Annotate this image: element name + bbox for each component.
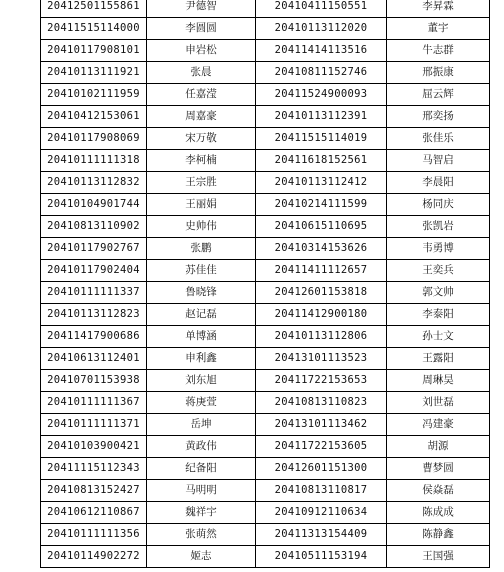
id-cell-left: 20410117908069 (41, 128, 147, 150)
name-cell-right: 韦勇博 (387, 238, 490, 260)
id-cell-right: 20410113112412 (256, 172, 387, 194)
name-cell-right: 胡源 (387, 436, 490, 458)
table-row (41, 458, 490, 480)
id-cell-left: 20410113112832 (41, 172, 147, 194)
table-row (41, 216, 490, 238)
id-cell-left: 20410111111367 (41, 392, 147, 414)
id-cell-left: 20410613112401 (41, 348, 147, 370)
name-cell-left: 尹德智 (147, 0, 256, 18)
name-cell-right: 刘世磊 (387, 392, 490, 414)
name-cell-left: 单博涵 (147, 326, 256, 348)
name-cell-left: 赵记磊 (147, 304, 256, 326)
name-cell-right: 邢振康 (387, 62, 490, 84)
id-cell-right: 20410214111599 (256, 194, 387, 216)
id-cell-right: 20410811152746 (256, 62, 387, 84)
table-row (41, 348, 490, 370)
name-cell-right: 屈云辉 (387, 84, 490, 106)
table-body (41, 0, 490, 568)
id-cell-left: 20411515114000 (41, 18, 147, 40)
id-cell-right: 20410314153626 (256, 238, 387, 260)
id-cell-left: 20410111111356 (41, 524, 147, 546)
table-row (41, 282, 490, 304)
name-cell-right: 李晨阳 (387, 172, 490, 194)
table-row (41, 40, 490, 62)
id-cell-right: 20411722153605 (256, 436, 387, 458)
table-row (41, 18, 490, 40)
id-cell-left: 20411417900686 (41, 326, 147, 348)
table-row (41, 238, 490, 260)
name-cell-left: 马明明 (147, 480, 256, 502)
table-row (41, 370, 490, 392)
id-cell-left: 20411115112343 (41, 458, 147, 480)
table-row (41, 480, 490, 502)
name-cell-right: 董宇 (387, 18, 490, 40)
name-cell-left: 申岩松 (147, 40, 256, 62)
name-cell-left: 蒋庚萱 (147, 392, 256, 414)
id-cell-right: 20410411150551 (256, 0, 387, 18)
id-cell-left: 20410113111921 (41, 62, 147, 84)
id-cell-left: 20410111111318 (41, 150, 147, 172)
table-row (41, 0, 490, 18)
id-cell-right: 20411412900180 (256, 304, 387, 326)
table-row (41, 304, 490, 326)
name-cell-left: 史帅伟 (147, 216, 256, 238)
name-cell-right: 王露阳 (387, 348, 490, 370)
id-cell-left: 20410412153061 (41, 106, 147, 128)
id-cell-right: 20410615110695 (256, 216, 387, 238)
id-cell-right: 20412601153818 (256, 282, 387, 304)
roster-table (40, 0, 490, 568)
table-row (41, 260, 490, 282)
table-row (41, 172, 490, 194)
id-cell-left: 20410612110867 (41, 502, 147, 524)
id-cell-left: 20410111111371 (41, 414, 147, 436)
name-cell-right: 陈成成 (387, 502, 490, 524)
id-cell-left: 20410813110902 (41, 216, 147, 238)
name-cell-left: 张萌然 (147, 524, 256, 546)
name-cell-left: 刘东旭 (147, 370, 256, 392)
table-row (41, 128, 490, 150)
id-cell-right: 20410511153194 (256, 546, 387, 568)
id-cell-left: 20410111111337 (41, 282, 147, 304)
table-row (41, 414, 490, 436)
name-cell-right: 周琳昊 (387, 370, 490, 392)
id-cell-right: 20411313154409 (256, 524, 387, 546)
name-cell-left: 苏佳佳 (147, 260, 256, 282)
name-cell-left: 张鹏 (147, 238, 256, 260)
name-cell-right: 孙士文 (387, 326, 490, 348)
name-cell-left: 纪备阳 (147, 458, 256, 480)
name-cell-left: 宋万敬 (147, 128, 256, 150)
name-cell-left: 李柯楠 (147, 150, 256, 172)
name-cell-right: 王奕兵 (387, 260, 490, 282)
name-cell-left: 李圆圆 (147, 18, 256, 40)
id-cell-right: 20413101113462 (256, 414, 387, 436)
id-cell-right: 20410813110823 (256, 392, 387, 414)
table-row (41, 546, 490, 568)
id-cell-left: 20410104901744 (41, 194, 147, 216)
table-row (41, 194, 490, 216)
table-row (41, 106, 490, 128)
id-cell-left: 20410813152427 (41, 480, 147, 502)
name-cell-left: 王丽娟 (147, 194, 256, 216)
id-cell-right: 20411524900093 (256, 84, 387, 106)
name-cell-left: 姬志 (147, 546, 256, 568)
name-cell-right: 马智启 (387, 150, 490, 172)
id-cell-right: 20411515114019 (256, 128, 387, 150)
name-cell-right: 张凯岩 (387, 216, 490, 238)
name-cell-left: 魏祥宇 (147, 502, 256, 524)
id-cell-right: 20411411112657 (256, 260, 387, 282)
name-cell-right: 冯建豪 (387, 414, 490, 436)
table-row (41, 436, 490, 458)
name-cell-right: 牛志群 (387, 40, 490, 62)
id-cell-right: 20411618152561 (256, 150, 387, 172)
name-cell-right: 李泰阳 (387, 304, 490, 326)
table-row (41, 502, 490, 524)
table-row (41, 392, 490, 414)
name-cell-right: 陈静鑫 (387, 524, 490, 546)
id-cell-left: 20412501155861 (41, 0, 147, 18)
name-cell-right: 郭文帅 (387, 282, 490, 304)
name-cell-right: 侯焱磊 (387, 480, 490, 502)
name-cell-left: 黄政伟 (147, 436, 256, 458)
name-cell-left: 王宗胜 (147, 172, 256, 194)
id-cell-left: 20410103900421 (41, 436, 147, 458)
table-row (41, 524, 490, 546)
name-cell-left: 张晨 (147, 62, 256, 84)
id-cell-right: 20410912110634 (256, 502, 387, 524)
id-cell-right: 20410113112020 (256, 18, 387, 40)
id-cell-right: 20410113112806 (256, 326, 387, 348)
id-cell-right: 20410813110817 (256, 480, 387, 502)
table-row (41, 84, 490, 106)
name-cell-left: 鲁晓锋 (147, 282, 256, 304)
name-cell-right: 邢奕扬 (387, 106, 490, 128)
name-cell-right: 曹梦圆 (387, 458, 490, 480)
name-cell-left: 岳坤 (147, 414, 256, 436)
name-cell-right: 杨同庆 (387, 194, 490, 216)
name-cell-right: 王国强 (387, 546, 490, 568)
id-cell-left: 20410114902272 (41, 546, 147, 568)
id-cell-right: 20413101113523 (256, 348, 387, 370)
id-cell-left: 20410701153938 (41, 370, 147, 392)
table-row (41, 150, 490, 172)
name-cell-right: 李昇霖 (387, 0, 490, 18)
name-cell-left: 申利鑫 (147, 348, 256, 370)
id-cell-left: 20410113112823 (41, 304, 147, 326)
table-row (41, 62, 490, 84)
name-cell-right: 张佳乐 (387, 128, 490, 150)
name-cell-left: 任嘉滢 (147, 84, 256, 106)
id-cell-right: 20412601151300 (256, 458, 387, 480)
id-cell-right: 20411722153653 (256, 370, 387, 392)
id-cell-left: 20410117902404 (41, 260, 147, 282)
table-row (41, 326, 490, 348)
id-cell-left: 20410117908101 (41, 40, 147, 62)
id-cell-right: 20411414113516 (256, 40, 387, 62)
id-cell-left: 20410117902767 (41, 238, 147, 260)
id-cell-right: 20410113112391 (256, 106, 387, 128)
id-cell-left: 20410102111959 (41, 84, 147, 106)
name-cell-left: 周嘉豪 (147, 106, 256, 128)
